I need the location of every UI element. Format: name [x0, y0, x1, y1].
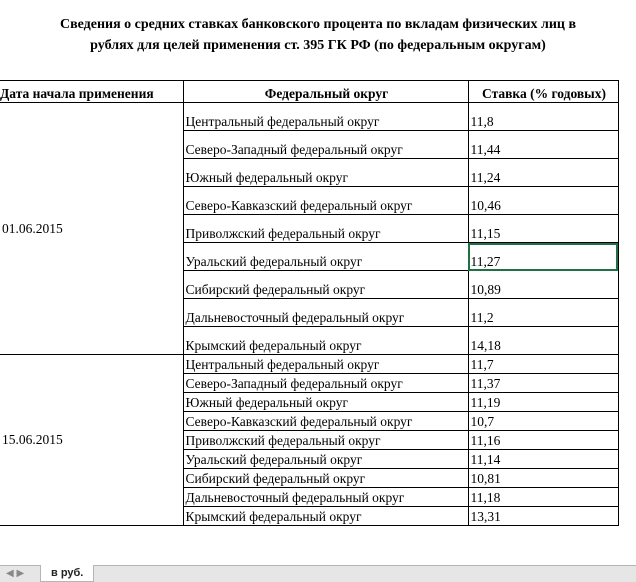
rate-cell[interactable]: 10,46	[468, 187, 618, 215]
district-cell[interactable]: Центральный федеральный округ	[183, 103, 468, 131]
district-cell[interactable]: Приволжский федеральный округ	[183, 431, 468, 450]
district-cell[interactable]: Южный федеральный округ	[183, 393, 468, 412]
header-rate[interactable]: Ставка (% годовых)	[468, 81, 618, 103]
rate-cell[interactable]: 10,81	[468, 469, 618, 488]
date-cell[interactable]: 01.06.2015	[0, 103, 183, 355]
rate-cell[interactable]: 11,7	[468, 355, 618, 374]
date-cell[interactable]: 15.06.2015	[0, 355, 183, 526]
rate-cell[interactable]: 10,89	[468, 271, 618, 299]
rate-cell[interactable]: 10,7	[468, 412, 618, 431]
header-district[interactable]: Федеральный округ	[183, 81, 468, 103]
rate-cell-selected[interactable]: 11,27	[468, 243, 618, 271]
district-cell[interactable]: Уральский федеральный округ	[183, 450, 468, 469]
district-cell[interactable]: Северо-Западный федеральный округ	[183, 131, 468, 159]
header-row	[0, 81, 618, 103]
district-cell[interactable]: Дальневосточный федеральный округ	[183, 299, 468, 327]
rate-cell[interactable]: 11,14	[468, 450, 618, 469]
spreadsheet-grid	[0, 80, 636, 565]
district-cell[interactable]: Северо-Западный федеральный округ	[183, 374, 468, 393]
district-cell[interactable]: Дальневосточный федеральный округ	[183, 488, 468, 507]
header-date[interactable]: Дата начала применения	[0, 81, 183, 103]
title-line-2: рублях для целей применения ст. 395 ГК РФ (по федеральным округам)	[90, 38, 546, 53]
district-cell[interactable]: Северо-Кавказский федеральный округ	[183, 187, 468, 215]
table-row	[0, 355, 618, 374]
rate-cell[interactable]: 11,2	[468, 299, 618, 327]
sheet-tab-rub[interactable]: в руб.	[40, 565, 94, 582]
district-cell[interactable]: Крымский федеральный округ	[183, 327, 468, 355]
rate-cell[interactable]: 11,15	[468, 215, 618, 243]
rate-cell[interactable]: 14,18	[468, 327, 618, 355]
sheet-nav-arrows[interactable]: ◀ ▶	[6, 568, 25, 579]
rate-cell[interactable]: 11,37	[468, 374, 618, 393]
district-cell[interactable]: Северо-Кавказский федеральный округ	[183, 412, 468, 431]
district-cell[interactable]: Центральный федеральный округ	[183, 355, 468, 374]
district-cell[interactable]: Сибирский федеральный округ	[183, 469, 468, 488]
rate-cell[interactable]: 11,8	[468, 103, 618, 131]
district-cell[interactable]: Сибирский федеральный округ	[183, 271, 468, 299]
rates-table	[0, 80, 619, 526]
rate-cell[interactable]: 11,18	[468, 488, 618, 507]
rate-cell[interactable]: 11,16	[468, 431, 618, 450]
rate-cell[interactable]: 11,19	[468, 393, 618, 412]
report-title	[0, 14, 636, 56]
rate-cell[interactable]: 13,31	[468, 507, 618, 526]
district-cell[interactable]: Южный федеральный округ	[183, 159, 468, 187]
title-line-1: Сведения о средних ставках банковского процента по вкладам физических лиц в	[59, 17, 577, 32]
district-cell[interactable]: Уральский федеральный округ	[183, 243, 468, 271]
district-cell[interactable]: Приволжский федеральный округ	[183, 215, 468, 243]
table-row	[0, 103, 618, 131]
rate-cell[interactable]: 11,44	[468, 131, 618, 159]
rate-cell[interactable]: 11,24	[468, 159, 618, 187]
district-cell[interactable]: Крымский федеральный округ	[183, 507, 468, 526]
sheet-tab-bar	[0, 565, 636, 582]
